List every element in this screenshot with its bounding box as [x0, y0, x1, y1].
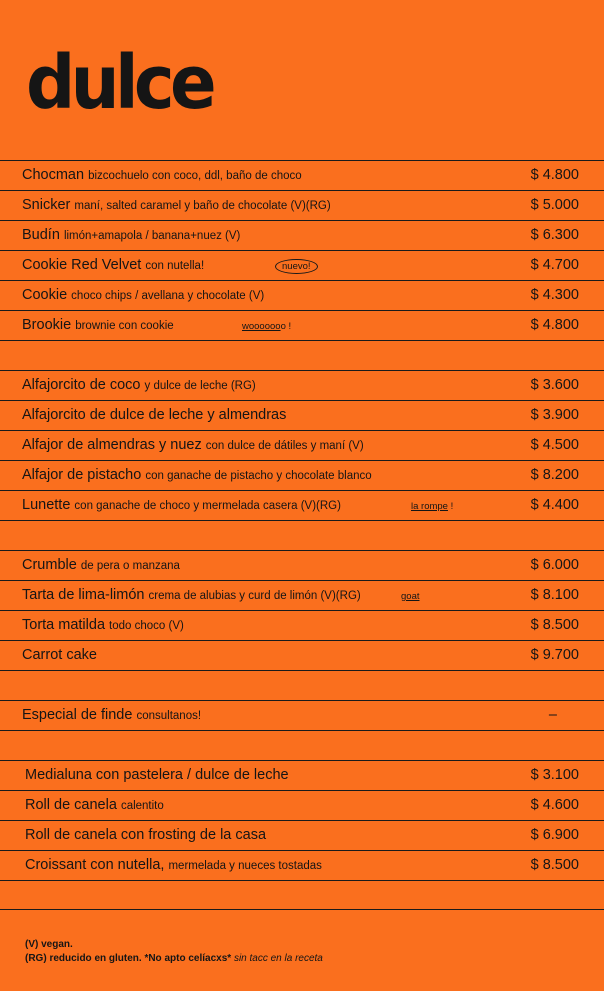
item-name: Brookie [22, 317, 72, 333]
item-name: Croissant con nutella, [25, 857, 165, 873]
menu-item-croissant [0, 850, 604, 880]
item-price: $ 3.600 [530, 377, 579, 393]
item-note [401, 591, 420, 602]
item-name: Chocman [22, 167, 85, 183]
item-note [242, 321, 291, 332]
menu-item-alfajorcito-ddl [0, 400, 604, 430]
item-name: Medialuna con pastelera / dulce de leche [25, 767, 289, 783]
menu-item-carrot-cake [0, 640, 604, 670]
item-note-underlined: goat [401, 591, 420, 602]
menu-item-budin [0, 220, 604, 250]
item-desc: con nutella! [145, 260, 205, 272]
item-price: $ 6.900 [530, 827, 579, 843]
legend-footer [25, 938, 323, 966]
legend-vegan: (V) vegan. [25, 939, 73, 950]
section-divider [0, 520, 604, 550]
item-name: Roll de canela con frosting de la casa [25, 827, 267, 843]
menu-item-especial-finde [0, 700, 604, 730]
item-desc: calentito [120, 800, 164, 812]
menu-item-roll-canela-frosting [0, 820, 604, 850]
item-desc: choco chips / avellana y chocolate (V) [71, 290, 265, 302]
item-name: Cookie Red Velvet [22, 257, 142, 273]
item-name: Lunette [22, 497, 71, 513]
item-name: Budín [22, 227, 60, 243]
menu-item-alfajorcito-coco [0, 370, 604, 400]
item-name: Carrot cake [22, 647, 97, 663]
menu-item-brookie [0, 310, 604, 340]
item-name: Cookie [22, 287, 68, 303]
legend-gluten: (RG) reducido en gluten. *No apto celíacxs* sin tacc en la receta [25, 953, 323, 964]
item-price: $ 4.800 [530, 317, 579, 333]
item-note [411, 501, 453, 512]
item-price: $ 4.600 [530, 797, 579, 813]
item-desc: con ganache de pistacho y chocolate blanco [145, 470, 372, 482]
menu-item-tarta-lima-limon [0, 580, 604, 610]
item-price: $ 4.700 [530, 257, 579, 273]
item-desc: de pera o manzana [80, 560, 180, 572]
item-price: $ 3.100 [530, 767, 579, 783]
item-price: $ 6.300 [530, 227, 579, 243]
item-price: – [548, 707, 557, 723]
menu-item-snicker [0, 190, 604, 220]
item-desc: crema de alubias y curd de limón (V)(RG) [148, 590, 361, 602]
item-price: $ 4.300 [530, 287, 579, 303]
item-name: Tarta de lima-limón [22, 587, 145, 603]
item-note-rest: o ! [280, 321, 292, 332]
menu-list [0, 160, 604, 910]
menu-item-alfajor-pistacho [0, 460, 604, 490]
item-price: $ 3.900 [530, 407, 579, 423]
item-name: Torta matilda [22, 617, 106, 633]
item-desc: limón+amapola / banana+nuez (V) [63, 230, 241, 242]
item-note-underlined: la rompe [411, 501, 448, 512]
item-desc: brownie con cookie [75, 320, 174, 332]
item-name: Alfajor de pistacho [22, 467, 142, 483]
section-divider [0, 730, 604, 760]
item-note-underlined: woooooo [242, 321, 281, 332]
section-divider [0, 340, 604, 370]
item-price: $ 8.200 [530, 467, 579, 483]
menu-item-cookie-red-velvet [0, 250, 604, 280]
menu-item-roll-canela [0, 790, 604, 820]
item-desc: con ganache de choco y mermelada casera (V)(RG) [74, 500, 341, 512]
item-desc: con dulce de dátiles y maní (V) [205, 440, 364, 452]
item-price: $ 4.800 [530, 167, 579, 183]
item-name: Crumble [22, 557, 77, 573]
item-name: Alfajorcito de coco [22, 377, 141, 393]
menu-item-chocman [0, 160, 604, 190]
item-price: $ 4.400 [530, 497, 579, 513]
menu-item-alfajor-almendras [0, 430, 604, 460]
item-desc: bizcochuelo con coco, ddl, baño de choco [88, 170, 302, 182]
menu-item-torta-matilda [0, 610, 604, 640]
section-divider [0, 880, 604, 910]
item-price: $ 8.500 [530, 857, 579, 873]
menu-item-medialuna [0, 760, 604, 790]
item-note-rest: ! [447, 501, 454, 512]
item-price: $ 5.000 [530, 197, 579, 213]
item-desc: consultanos! [136, 710, 202, 722]
section-divider [0, 670, 604, 700]
item-price: $ 9.700 [530, 647, 579, 663]
item-price: $ 8.100 [530, 587, 579, 603]
item-name: Especial de finde [22, 707, 133, 723]
item-name: Snicker [22, 197, 71, 213]
new-badge: nuevo! [275, 259, 318, 274]
item-name: Roll de canela [25, 797, 117, 813]
item-price: $ 8.500 [530, 617, 579, 633]
item-desc: mermelada y nueces tostadas [168, 860, 322, 872]
item-price: $ 6.000 [530, 557, 579, 573]
menu-item-crumble [0, 550, 604, 580]
menu-title: dulce [26, 40, 213, 126]
menu-item-lunette [0, 490, 604, 520]
menu-item-cookie [0, 280, 604, 310]
item-desc: y dulce de leche (RG) [144, 380, 256, 392]
item-name: Alfajor de almendras y nuez [22, 437, 202, 453]
item-name: Alfajorcito de dulce de leche y almendras [22, 407, 287, 423]
item-desc: maní, salted caramel y baño de chocolate (V)(RG) [74, 200, 331, 212]
item-price: $ 4.500 [530, 437, 579, 453]
item-desc: todo choco (V) [109, 620, 184, 632]
